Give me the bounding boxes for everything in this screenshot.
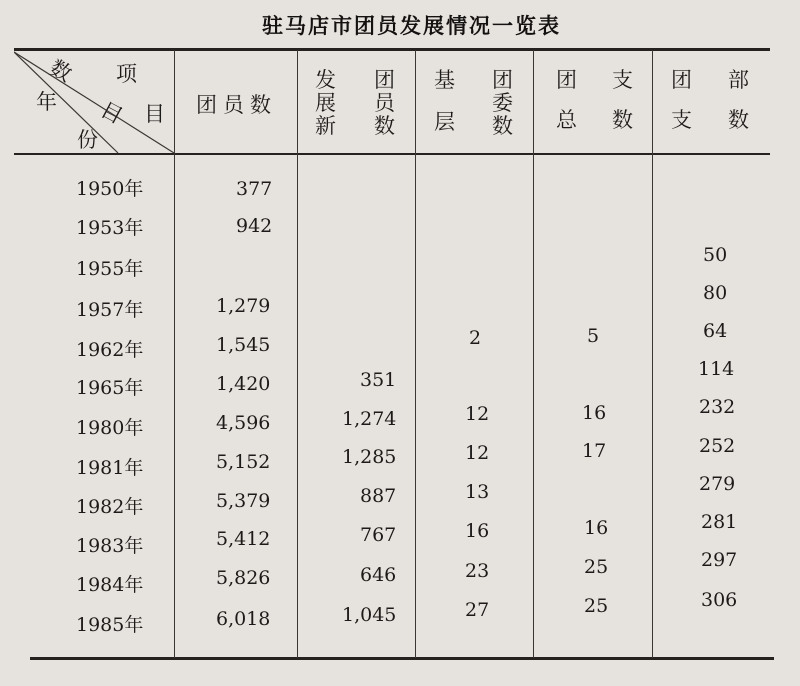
column-divider [297,50,298,658]
branches-total-cell: 17 [582,440,607,462]
header-branch-dept-2: 部 [728,68,749,92]
year-cell: 1981年 [76,457,144,479]
year-cell: 1983年 [76,535,144,557]
members-cell: 5,152 [216,451,271,473]
committees-cell: 12 [465,442,490,464]
header-new-6: 数 [374,114,395,138]
branches-dept-cell: 80 [703,282,728,304]
header-new-3: 新 [315,114,336,138]
header-new-2: 展 [315,91,336,115]
year-cell: 1984年 [76,574,144,596]
year-cell: 1980年 [76,417,144,439]
corner-fen: 份 [77,128,98,152]
members-cell: 377 [236,178,273,200]
branches-dept-cell: 50 [703,244,728,266]
branches-dept-cell: 306 [701,589,738,611]
branches-dept-cell: 279 [699,473,736,495]
members-cell: 1,420 [216,373,271,395]
committees-cell: 2 [469,327,482,349]
corner-shu: 数 [45,55,76,87]
year-cell: 1950年 [76,178,144,200]
branches-total-cell: 25 [584,595,609,617]
header-branch-dept-3: 支 [671,108,692,132]
column-divider [415,50,416,658]
year-cell: 1955年 [76,258,144,280]
new-members-cell: 351 [360,369,397,391]
members-cell: 5,412 [216,528,271,550]
new-members-cell: 887 [360,485,397,507]
corner-mu-2: 目 [144,102,165,126]
header-branch-total-2: 支 [612,68,633,92]
column-divider [533,50,534,658]
header-members: 团员数 [196,93,277,117]
members-cell: 1,279 [216,295,271,317]
branches-dept-cell: 114 [698,358,735,380]
branches-total-cell: 16 [584,517,609,539]
committees-cell: 13 [465,481,490,503]
branches-dept-cell: 281 [701,511,738,533]
new-members-cell: 646 [360,564,397,586]
header-new-5: 员 [374,91,395,115]
column-divider [652,50,653,658]
members-cell: 1,545 [216,334,271,356]
branches-dept-cell: 64 [703,320,728,342]
branches-dept-cell: 297 [701,549,738,571]
header-branch-total-4: 数 [612,108,633,132]
header-branch-dept-1: 团 [671,68,692,92]
branches-dept-cell: 232 [699,396,736,418]
bottom-rule [30,657,774,660]
header-committee-5: 数 [492,114,513,138]
committees-cell: 27 [465,599,490,621]
committees-cell: 16 [465,520,490,542]
branches-total-cell: 16 [582,402,607,424]
members-cell: 942 [236,215,273,237]
header-committee-2: 层 [434,110,455,134]
header-branch-total-1: 团 [556,68,577,92]
members-cell: 4,596 [216,412,271,434]
year-cell: 1953年 [76,217,144,239]
members-cell: 5,826 [216,567,271,589]
corner-nian: 年 [36,90,57,114]
branches-dept-cell: 252 [699,435,736,457]
header-committee-4: 委 [492,91,513,115]
corner-mu-1: 目 [96,97,127,129]
new-members-cell: 767 [360,524,397,546]
year-cell: 1957年 [76,299,144,321]
corner-xiang: 项 [116,62,137,86]
members-cell: 6,018 [216,608,271,630]
committees-cell: 23 [465,560,490,582]
header-branch-dept-4: 数 [728,108,749,132]
committees-cell: 12 [465,403,490,425]
year-cell: 1962年 [76,339,144,361]
branches-total-cell: 5 [587,325,600,347]
header-new-4: 团 [374,68,395,92]
header-new-1: 发 [315,68,336,92]
members-cell: 5,379 [216,490,271,512]
table-title: 驻马店市团员发展情况一览表 [262,14,561,38]
year-cell: 1985年 [76,614,144,636]
header-committee-1: 基 [434,68,455,92]
new-members-cell: 1,285 [342,446,397,468]
new-members-cell: 1,045 [342,604,397,626]
new-members-cell: 1,274 [342,408,397,430]
year-cell: 1982年 [76,496,144,518]
branches-total-cell: 25 [584,556,609,578]
header-branch-total-3: 总 [556,108,577,132]
year-cell: 1965年 [76,377,144,399]
header-committee-3: 团 [492,68,513,92]
